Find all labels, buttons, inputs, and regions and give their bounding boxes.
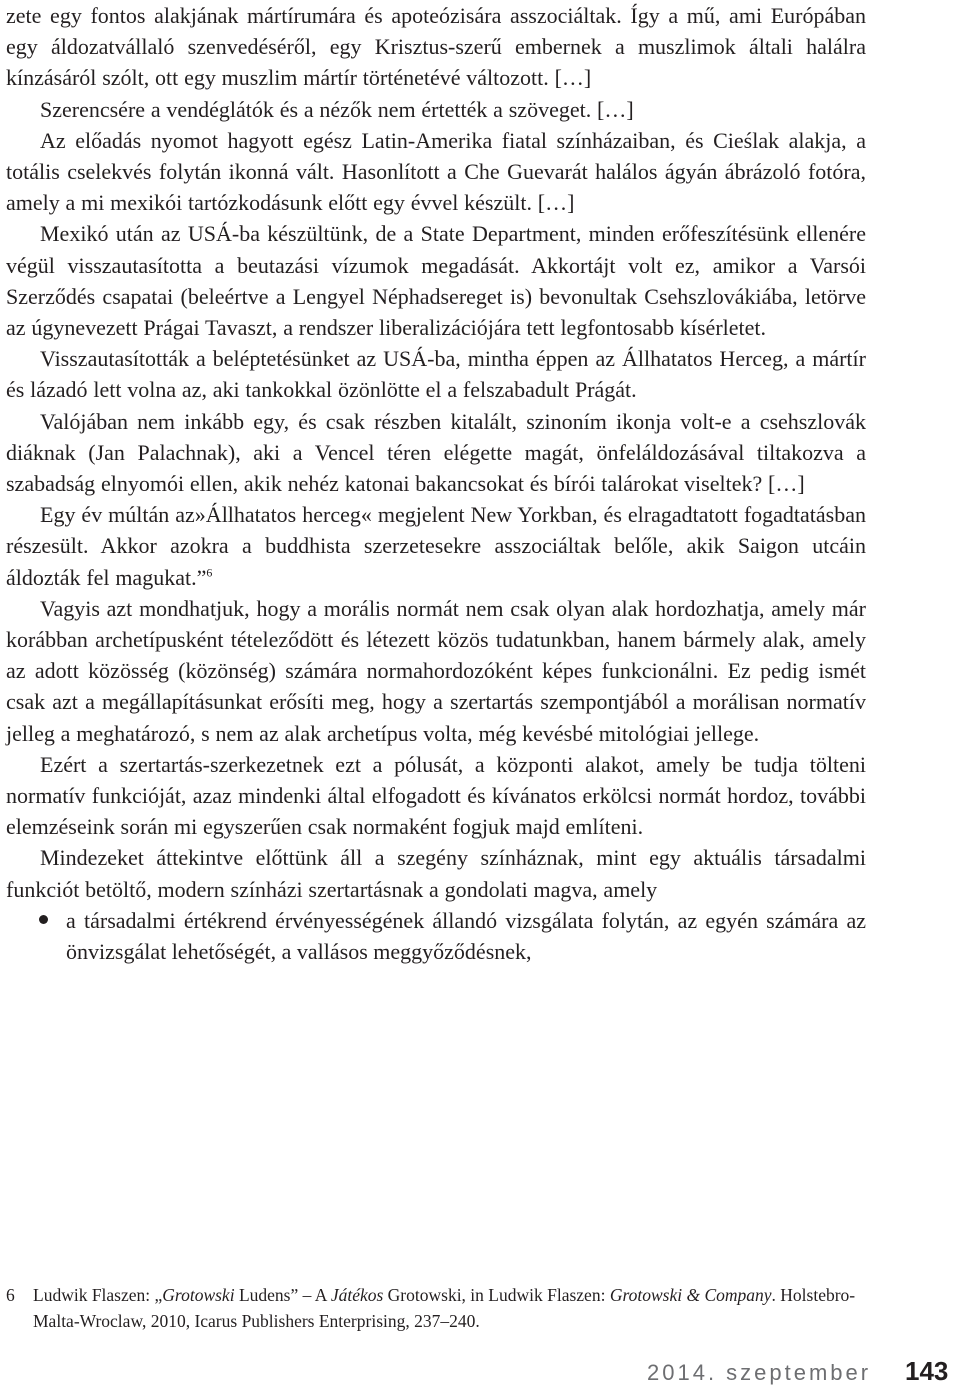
paragraph-10: Mindezeket áttekintve előttünk áll a szegény színháznak, mint egy aktuális társadalmi funkciót betöltő, modern színházi szertartásnak a gondolati magva, amely	[6, 845, 866, 902]
list-item	[66, 905, 866, 967]
page-number: 143	[905, 1356, 949, 1386]
paragraph-7-text: Egy év múltán az»Állhatatos herceg« megjelent New Yorkban, és elragadtatott fogadtatásban részesült. Akkor azokra a buddhista szerzetesekre asszociáltak belőle, akik Saigon utcáin áldozták fel magukat.”	[6, 502, 866, 590]
paragraph-5: Visszautasították a beléptetésünket az USÁ-ba, mintha éppen az Állhatatos Herceg, a mártír és lázadó lett volna az, aki tankokkal özönlötte el a felszabadult Prágát.	[6, 346, 866, 403]
paragraph-3: Az előadás nyomot hagyott egész Latin-Amerika fiatal színházaiban, és Cieślak alakja, a totális cselekvés folytán ikonná vált. Hasonlított a Che Guevarát halálos ágyán ábrázoló fotóra, amely a mi mexikói tartózkodásunk előtt egy évvel készült. […]	[6, 127, 866, 216]
paragraph-1: zete egy fontos alakjának mártírumára és apoteózisára asszociáltak. Így a mű, ami Európában egy áldozatvállaló szenvedéséről, egy Krisztus-szerű embernek a muszlimok általi halálra kínzásáról szólt, ott egy muszlim mártír történetévé változott. […]	[6, 3, 866, 91]
bullet-text: a társadalmi értékrend érvényességének állandó vizsgálata folytán, az egyén számára az önvizsgálat lehetőségét, a vallásos meggyőződésnek,	[66, 907, 866, 965]
paragraph-8: Vagyis azt mondhatjuk, hogy a morális normát nem csak olyan alak hordozhatja, amely már korábban archetípusként tételeződött és létezett közös tudatunkban, hanem bármely alak, amely az adott közösség (közönség) számára normahordozóként képes funkcionálni. Ez pedig ismét csak azt a megállapításunkat erősíti meg, hogy a szertartás szempontjából a morálisan normatív jelleg a meghatározó, s nem az alak archetípus volta, még kevésbé mitológiai jellege.	[6, 595, 866, 746]
paragraph-6: Valójában nem inkább egy, és csak részben kitalált, szinoním ikonja volt-e a csehszlovák diáknak (Jan Palachnak), aki a Vencel téren elégette magát, önfeláldozásával tiltakozva a szabadság elnyomói ellen, akik nehéz katonai bakancsokat és bírói talárokat viseltek? […]	[6, 408, 866, 497]
paragraph-2: Szerencsére a vendéglátók és a nézők nem értették a szöveget. […]	[40, 96, 634, 122]
footnote-italic: Játékos	[330, 1285, 384, 1305]
footnote	[6, 1282, 866, 1334]
footnote-part: Grotowski, in Ludwik Flaszen:	[383, 1285, 610, 1305]
footnote-italic: Grotowski	[162, 1285, 235, 1305]
footnote-italic: Grotowski & Company	[609, 1285, 772, 1305]
footnote-part: Ludwik Flaszen: „	[33, 1285, 163, 1305]
bullet-icon	[39, 915, 48, 924]
paragraph-9: Ezért a szertartás-szerkezetnek ezt a pólusát, a központi alakot, amely be tudja tölteni normatív funkcióját, azaz mindenki által elfogadott és kívánatos erkölcsi normát hordoz, további elemzéseink során mi egyszerűen csak normaként fogjuk majd említeni.	[6, 751, 866, 840]
issue-date: 2014. szeptember	[647, 1360, 872, 1385]
footnote-part: . Holstebro-Malta-Wroclaw, 2010, Icarus Publishers Enterprising, 237–240.	[33, 1285, 856, 1331]
footnote-number: 6	[6, 1285, 15, 1305]
page-body	[6, 0, 866, 967]
footnote-text	[33, 1282, 866, 1334]
paragraph-4: Mexikó után az USÁ-ba készültünk, de a State Department, minden erőfeszítésünk ellenére végül visszautasította a beutazási vízumok megadását. Akkortájt volt ez, amikor a Varsói Szerződés csapatai (beleértve a Lengyel Néphadsereget is) bevonultak Csehszlovákiába, letörve az úgynevezett Prágai Tavaszt, a rendszer liberalizációjára tett legfontosabb kísérletet.	[6, 221, 866, 341]
footnote-ref: 6	[206, 565, 213, 580]
paragraph-7	[6, 499, 866, 593]
footnote-part: Ludens” – A	[234, 1285, 331, 1305]
bullet-list	[6, 905, 866, 967]
